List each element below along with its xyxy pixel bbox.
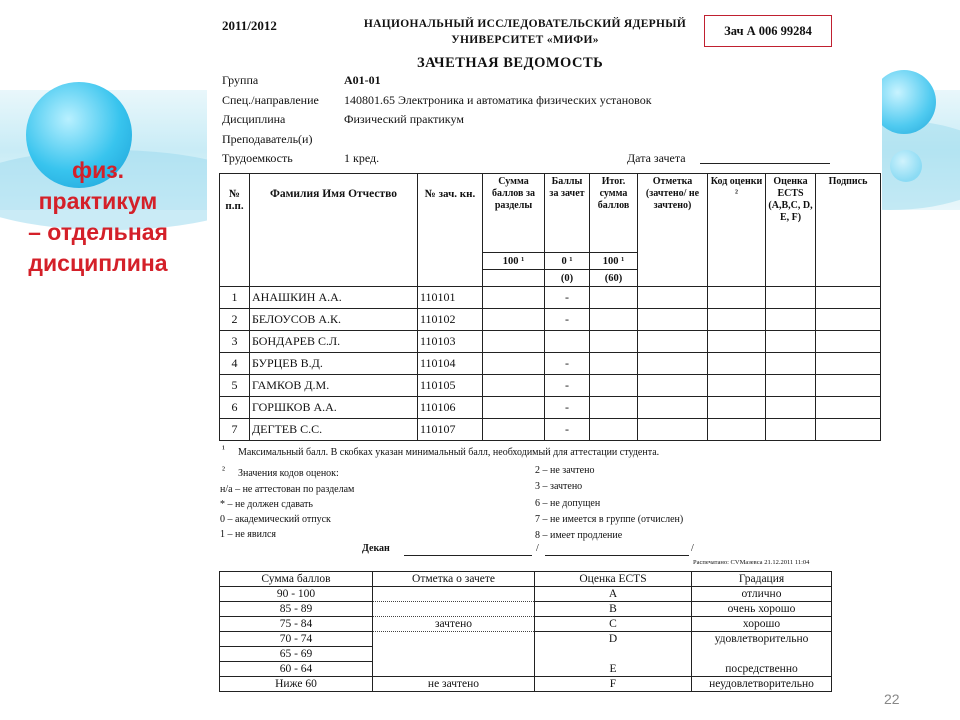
grade-code-item: 1 – не явился (220, 529, 276, 540)
max-points-total: 100 ¹ (590, 253, 638, 270)
field-value-group: А01-01 (344, 73, 381, 87)
row-number: 5 (220, 375, 250, 397)
slide-title-line: – отдельная (28, 219, 168, 245)
grade-gradation: посредственно (692, 662, 832, 677)
table-row (220, 375, 881, 397)
grade-gradation (692, 647, 832, 662)
grade-code-cell[interactable] (708, 309, 766, 331)
field-label-group: Группа (222, 73, 259, 87)
exam-points-cell[interactable]: - (545, 375, 590, 397)
signature-cell[interactable] (816, 287, 881, 309)
footnote-max-points: Максимальный балл. В скобках указан минимальный балл, необходимый для аттестации студента. (238, 447, 660, 458)
exam-points-cell[interactable]: - (545, 419, 590, 441)
field-label-discipline: Дисциплина (222, 112, 286, 126)
slide-page-number: 22 (884, 691, 900, 707)
table-row (220, 587, 832, 602)
grade-sheet-document (207, 10, 882, 705)
footnote-codes-title: Значения кодов оценок: (238, 468, 339, 479)
exam-points-cell[interactable]: - (545, 287, 590, 309)
student-name: БОНДАРЕВ С.Л. (250, 331, 418, 353)
exam-points-cell[interactable]: - (545, 309, 590, 331)
score-range: 65 - 69 (220, 647, 373, 662)
col-header-grade-code: Код оценки ² (708, 174, 766, 287)
dean-separator: / (691, 543, 694, 554)
exam-points-cell[interactable] (545, 331, 590, 353)
grade-gradation: очень хорошо (692, 602, 832, 617)
col-header-exam-points: Баллы за зачет (545, 174, 590, 253)
student-name: ГАМКОВ Д.М. (250, 375, 418, 397)
score-range: Ниже 60 (220, 677, 373, 692)
mark-cell[interactable] (638, 375, 708, 397)
record-book-number: 110105 (418, 375, 483, 397)
total-sum-cell[interactable] (590, 375, 638, 397)
section-sum-cell[interactable] (483, 375, 545, 397)
dean-label: Декан (362, 543, 390, 554)
slide-title-line: практикум (38, 188, 158, 214)
field-label-teacher: Преподаватель(и) (222, 132, 313, 146)
grade-code-cell[interactable] (708, 287, 766, 309)
mark-cell[interactable] (638, 331, 708, 353)
score-range: 60 - 64 (220, 662, 373, 677)
sheet-number-box: Зач А 006 99284 (704, 15, 832, 47)
ects-grade: E (535, 662, 692, 677)
academic-year: 2011/2012 (222, 18, 277, 33)
grade-code-cell[interactable] (708, 419, 766, 441)
ects-cell[interactable] (766, 419, 816, 441)
grading-scale-table (219, 571, 832, 692)
university-name (345, 16, 705, 48)
max-points-exam: 0 ¹ (545, 253, 590, 270)
table-row (220, 331, 881, 353)
table-row (220, 602, 832, 617)
grade-gradation: хорошо (692, 617, 832, 632)
record-book-number: 110101 (418, 287, 483, 309)
table-row (220, 572, 832, 587)
grade-code-item: н/а – не аттестован по разделам (220, 484, 355, 495)
ects-cell[interactable] (766, 287, 816, 309)
row-number: 4 (220, 353, 250, 375)
total-sum-cell[interactable] (590, 287, 638, 309)
student-name: АНАШКИН А.А. (250, 287, 418, 309)
pass-mark (373, 602, 535, 617)
section-sum-cell[interactable] (483, 419, 545, 441)
ects-grade (535, 647, 692, 662)
max-points-sections: 100 ¹ (483, 253, 545, 270)
signature-cell[interactable] (816, 309, 881, 331)
grade-code-item: 2 – не зачтено (535, 465, 595, 476)
scale-header: Оценка ECTS (535, 572, 692, 587)
record-book-number: 110107 (418, 419, 483, 441)
scale-header: Градация (692, 572, 832, 587)
exam-points-cell[interactable]: - (545, 397, 590, 419)
field-value-credits: 1 кред. (344, 151, 380, 165)
table-row (220, 353, 881, 375)
student-name: ГОРШКОВ А.А. (250, 397, 418, 419)
score-range: 90 - 100 (220, 587, 373, 602)
field-label-credits: Трудоемкость (222, 151, 293, 165)
dean-name-line (545, 555, 689, 556)
grade-code-cell[interactable] (708, 397, 766, 419)
exam-points-cell[interactable]: - (545, 353, 590, 375)
field-value-specialty: 140801.65 Электроника и автоматика физических установок (344, 93, 652, 107)
exam-date-label: Дата зачета (627, 151, 686, 165)
section-sum-cell[interactable] (483, 353, 545, 375)
score-range: 75 - 84 (220, 617, 373, 632)
student-name: БУРЦЕВ В.Д. (250, 353, 418, 375)
signature-cell[interactable] (816, 331, 881, 353)
row-number: 7 (220, 419, 250, 441)
footnote-mark: ¹ (222, 444, 225, 455)
ects-grade: B (535, 602, 692, 617)
row-number: 2 (220, 309, 250, 331)
grade-gradation: удовлетворительно (692, 632, 832, 647)
total-sum-cell[interactable] (590, 309, 638, 331)
signature-cell[interactable] (816, 353, 881, 375)
col-header-ects: Оценка ECTS (A,B,C, D, E, F) (766, 174, 816, 287)
col-header-signature: Подпись (816, 174, 881, 287)
mark-cell[interactable] (638, 397, 708, 419)
table-row (220, 309, 881, 331)
ects-cell[interactable] (766, 331, 816, 353)
ects-cell[interactable] (766, 353, 816, 375)
ects-grade: F (535, 677, 692, 692)
grade-code-item: 6 – не допущен (535, 498, 601, 509)
students-table (219, 173, 881, 441)
pass-mark (373, 662, 535, 677)
mark-cell[interactable] (638, 353, 708, 375)
mark-cell[interactable] (638, 287, 708, 309)
table-row (220, 662, 832, 677)
col-header-name: Фамилия Имя Отчество (250, 174, 418, 287)
section-sum-cell[interactable] (483, 397, 545, 419)
record-book-number: 110102 (418, 309, 483, 331)
university-name-line: УНИВЕРСИТЕТ «МИФИ» (451, 34, 599, 46)
row-number: 6 (220, 397, 250, 419)
col-header-total-sum: Итог. сумма баллов (590, 174, 638, 253)
signature-cell[interactable] (816, 419, 881, 441)
grade-gradation: отлично (692, 587, 832, 602)
field-value-discipline: Физический практикум (344, 112, 464, 126)
mark-cell[interactable] (638, 419, 708, 441)
table-row (220, 677, 832, 692)
student-name: ДЕГТЕВ С.С. (250, 419, 418, 441)
pass-mark: зачтено (373, 617, 535, 632)
table-row (220, 632, 832, 647)
dean-separator: / (536, 543, 539, 554)
student-name: БЕЛОУСОВ А.К. (250, 309, 418, 331)
total-sum-cell[interactable] (590, 353, 638, 375)
total-sum-cell[interactable] (590, 331, 638, 353)
score-range: 85 - 89 (220, 602, 373, 617)
ects-grade: C (535, 617, 692, 632)
section-sum-cell[interactable] (483, 331, 545, 353)
grade-code-cell[interactable] (708, 375, 766, 397)
slide-title (8, 155, 188, 279)
signature-cell[interactable] (816, 397, 881, 419)
min-points-sections (483, 270, 545, 287)
col-header-book: № зач. кн. (418, 174, 483, 287)
min-points-exam: (0) (545, 270, 590, 287)
table-row (220, 397, 881, 419)
slide-title-line: дисциплина (28, 250, 168, 276)
mark-cell[interactable] (638, 309, 708, 331)
table-row (220, 617, 832, 632)
grade-code-cell[interactable] (708, 331, 766, 353)
grade-code-item: 7 – не имеется в группе (отчислен) (535, 514, 684, 525)
table-row (220, 647, 832, 662)
record-book-number: 110104 (418, 353, 483, 375)
grade-code-item: 3 – зачтено (535, 481, 583, 492)
grade-code-cell[interactable] (708, 353, 766, 375)
ects-cell[interactable] (766, 375, 816, 397)
slide-title-line: физ. (71, 157, 125, 183)
ects-grade: A (535, 587, 692, 602)
row-number: 3 (220, 331, 250, 353)
row-number: 1 (220, 287, 250, 309)
pass-mark: не зачтено (373, 677, 535, 692)
decorative-bubble (890, 150, 922, 182)
record-book-number: 110103 (418, 331, 483, 353)
score-range: 70 - 74 (220, 632, 373, 647)
footnote-mark: ² (222, 465, 225, 476)
grade-code-item: 0 – академический отпуск (220, 514, 331, 525)
table-row (220, 419, 881, 441)
field-label-specialty: Спец./направление (222, 93, 319, 107)
ects-cell[interactable] (766, 309, 816, 331)
grade-code-item: * – не должен сдавать (220, 499, 313, 510)
scale-header: Отметка о зачете (373, 572, 535, 587)
document-title: ЗАЧЕТНАЯ ВЕДОМОСТЬ (417, 55, 604, 71)
table-row (220, 287, 881, 309)
pass-mark (373, 632, 535, 647)
pass-mark (373, 647, 535, 662)
total-sum-cell[interactable] (590, 397, 638, 419)
col-header-number: № п.п. (220, 174, 250, 287)
section-sum-cell[interactable] (483, 309, 545, 331)
grade-gradation: неудовлетворительно (692, 677, 832, 692)
print-timestamp: Распечатано: СVMaзевса 21.12.2011 11:04 (693, 559, 810, 566)
total-sum-cell[interactable] (590, 419, 638, 441)
min-points-total: (60) (590, 270, 638, 287)
section-sum-cell[interactable] (483, 287, 545, 309)
university-name-line: НАЦИОНАЛЬНЫЙ ИССЛЕДОВАТЕЛЬСКИЙ ЯДЕРНЫЙ (363, 18, 687, 30)
pass-mark (373, 587, 535, 602)
dean-signature-line (404, 555, 532, 556)
scale-header: Сумма баллов (220, 572, 373, 587)
col-header-mark: Отметка (зачтено/ не зачтено) (638, 174, 708, 287)
signature-cell[interactable] (816, 375, 881, 397)
col-header-section-sum: Сумма баллов за разделы (483, 174, 545, 253)
exam-date-line (700, 163, 830, 164)
record-book-number: 110106 (418, 397, 483, 419)
ects-grade: D (535, 632, 692, 647)
grade-code-item: 8 – имеет продление (535, 530, 623, 541)
ects-cell[interactable] (766, 397, 816, 419)
